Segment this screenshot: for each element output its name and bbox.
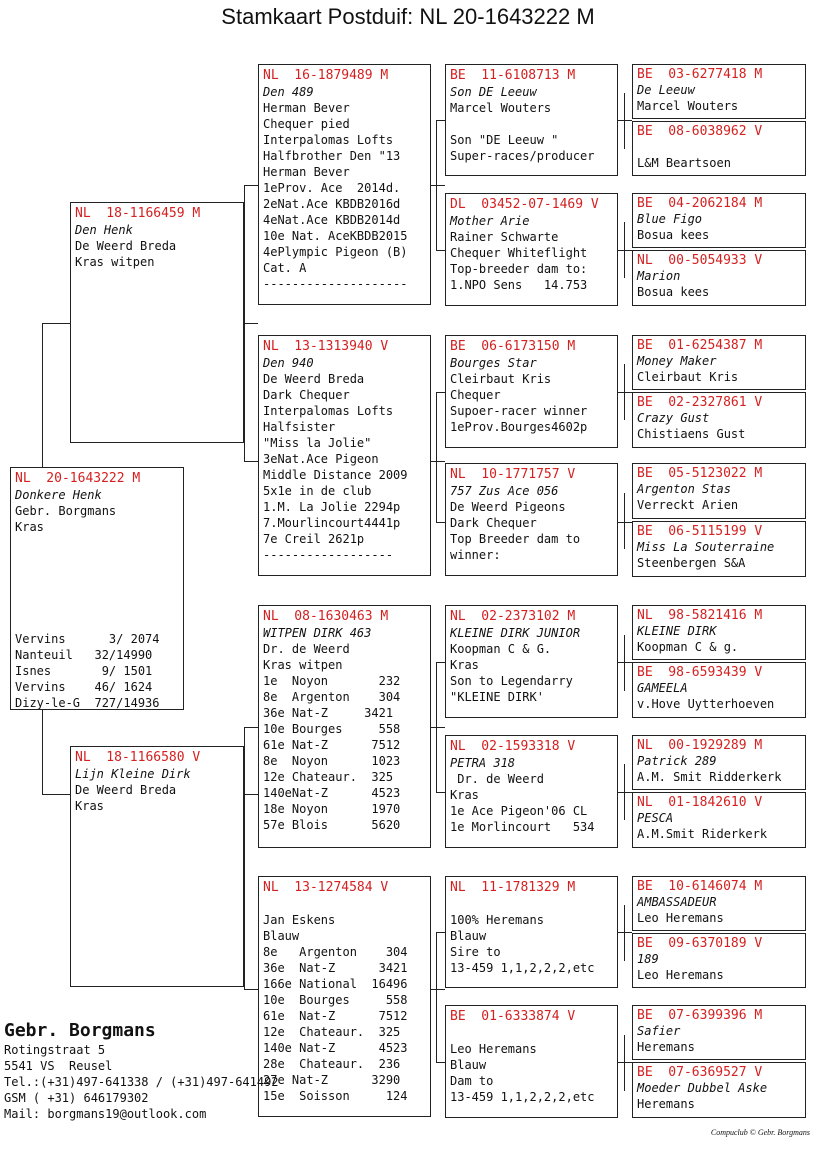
connector	[42, 323, 43, 467]
great-grandparent-card	[445, 463, 618, 576]
bird-info-line: Verreckt Arien	[637, 497, 739, 512]
ring-number: BE 07-6369527 V	[637, 1065, 763, 1080]
ring-number: BE 09-6370189 V	[637, 936, 763, 951]
bird-info-line: Chequer pied	[263, 117, 350, 131]
bird-info-line: 7e Creil 2621p	[263, 532, 365, 546]
great-great-grandparent-card	[632, 662, 806, 718]
ring-number: NL 13-1274584 V	[263, 880, 389, 895]
connector	[436, 522, 445, 523]
bird-name	[263, 896, 426, 912]
bird-info-line: 3eNat.Ace Pigeon	[263, 452, 379, 466]
bird-info-line: Kras	[75, 799, 104, 813]
bird-info-line: winner:	[450, 548, 501, 562]
great-grandparent-card	[445, 735, 618, 848]
bird-info-line: Kras witpen	[263, 658, 343, 672]
bird-info-line: Chequer	[450, 388, 501, 402]
bird-name: Den 940	[263, 356, 314, 370]
bird-info-line: Interpalomas Lofts	[263, 404, 394, 418]
ring-number: BE 05-5123022 M	[637, 466, 763, 481]
bird-name: Blue Figo	[637, 212, 703, 226]
bird-name: WITPEN DIRK 463	[263, 626, 372, 640]
bird-name: Moeder Dubbel Aske	[637, 1081, 768, 1095]
connector	[436, 932, 445, 933]
bird-name: Donkere Henk	[15, 488, 102, 502]
connector	[618, 1062, 632, 1063]
great-great-grandparent-card	[632, 1062, 806, 1118]
race-result: Vervins 46/ 1624	[15, 680, 153, 694]
ring-number: BE 01-6254387 M	[637, 338, 763, 353]
great-great-grandparent-card	[632, 392, 806, 448]
great-great-grandparent-card	[632, 605, 806, 660]
ring-number: BE 06-6173150 M	[450, 339, 576, 354]
bird-info-line: Bosua kees	[637, 227, 710, 242]
bird-info-line: 61e Nat-Z 7512	[263, 1009, 408, 1023]
bird-info-line: Blauw	[263, 929, 300, 943]
ring-number: BE 10-6146074 M	[637, 879, 763, 894]
connector	[244, 185, 258, 186]
bird-info-line: Koopman C & G.	[450, 642, 552, 656]
connector	[436, 392, 445, 393]
ring-number: NL 00-5054933 V	[637, 253, 763, 268]
connector	[624, 1035, 625, 1091]
connector	[436, 392, 437, 522]
bird-info-line: 1.M. La Jolie 2294p	[263, 500, 401, 514]
bird-info-line: Steenbergen S&A	[637, 555, 746, 570]
grandsire-paternal-card	[258, 64, 431, 305]
bird-info-line: Son to Legendarry	[450, 674, 573, 688]
great-great-grandparent-card	[632, 1005, 806, 1060]
great-great-grandparent-card	[632, 121, 806, 176]
bird-info-line: Kras	[15, 520, 44, 534]
bird-info-line: Chistiaens Gust	[637, 426, 746, 441]
bird-name: Miss La Souterraine	[637, 540, 775, 554]
bird-info-line: "KLEINE DIRK'	[450, 690, 544, 704]
great-great-grandparent-card	[632, 521, 806, 577]
bird-info-line: Jan Eskens	[263, 913, 336, 927]
bird-info-line: 18e Noyon 1970	[263, 802, 401, 816]
connector	[42, 323, 70, 324]
great-great-grandparent-card	[632, 463, 806, 519]
bird-name: AMBASSADEUR	[637, 895, 717, 909]
great-grandparent-card	[445, 876, 618, 988]
bird-info-line: Gebr. Borgmans	[15, 504, 117, 518]
great-grandparent-card	[445, 1005, 618, 1118]
owner-street: Rotingstraat 5	[4, 1043, 106, 1057]
bird-info-line: Super-races/producer	[450, 149, 595, 163]
bird-info-line: De Weerd Breda	[75, 239, 177, 253]
bird-info-line: 13-459 1,1,2,2,2,etc	[450, 1090, 595, 1104]
connector	[436, 250, 445, 251]
ring-number: BE 01-6333874 V	[450, 1009, 576, 1024]
race-result: Vervins 3/ 2074	[15, 632, 160, 646]
connector	[436, 932, 437, 1062]
bird-info-line: ------------------	[263, 548, 394, 562]
owner-gsm: GSM ( +31) 646179302	[4, 1091, 149, 1105]
connector	[431, 989, 445, 990]
owner-info	[4, 1020, 279, 1122]
connector	[618, 250, 632, 251]
granddam-maternal-card	[258, 876, 431, 1117]
connector	[624, 905, 625, 961]
bird-info-line: Dark Chequer	[450, 516, 537, 530]
connector	[244, 461, 258, 462]
bird-info-line: Leo Heremans	[450, 1042, 537, 1056]
ring-number: NL 08-1630463 M	[263, 609, 389, 624]
bird-info-line: L&M Beartsoen	[637, 155, 731, 170]
connector	[624, 222, 625, 278]
bird-name: 757 Zus Ace 056	[450, 484, 559, 498]
connector	[624, 364, 625, 420]
bird-info-line: 140eNat-Z 4523	[263, 786, 401, 800]
bird-info-line: 36e Nat-Z 3421	[263, 706, 394, 720]
bird-name: Bourges Star	[450, 356, 537, 370]
bird-name: Mother Arie	[450, 214, 530, 228]
grandsire-maternal-card	[258, 605, 431, 848]
ring-number: BE 11-6108713 M	[450, 68, 576, 83]
ring-number: BE 03-6277418 M	[637, 67, 763, 82]
bird-info-line: Cleirbaut Kris	[450, 372, 552, 386]
connector	[618, 120, 632, 121]
great-great-grandparent-card	[632, 335, 806, 390]
bird-name: Crazy Gust	[637, 411, 710, 425]
bird-name: Safier	[637, 1024, 681, 1038]
connector	[436, 120, 437, 250]
bird-info-line: Dr. de Weerd	[263, 642, 350, 656]
bird-info-line: 4eNat.Ace KBDB2014d	[263, 213, 401, 227]
bird-info-line: 140e Nat-Z 4523	[263, 1041, 408, 1055]
bird-info-line: 61e Nat-Z 7512	[263, 738, 401, 752]
ring-number: NL 18-1166459 M	[75, 206, 201, 221]
bird-info-line: Top-breeder dam to:	[450, 262, 588, 276]
bird-info-line: 36e Nat-Z 3421	[263, 961, 408, 975]
bird-info-line	[15, 599, 179, 615]
ring-number: BE 06-5115199 V	[637, 524, 763, 539]
bird-info-line: De Weerd Pigeons	[450, 500, 566, 514]
connector	[244, 727, 245, 989]
bird-name: KLEINE DIRK	[637, 624, 717, 638]
ring-number: DL 03452-07-1469 V	[450, 197, 599, 212]
bird-info-line: 10e Bourges 558	[263, 722, 401, 736]
bird-info-line: Halfbrother Den "13	[263, 149, 401, 163]
bird-info-line: Heremans	[637, 1039, 695, 1054]
great-grandparent-card	[445, 335, 618, 448]
owner-email: Mail: borgmans19@outlook.com	[4, 1107, 207, 1121]
great-great-grandparent-card	[632, 193, 806, 248]
bird-name: 189	[637, 952, 659, 966]
page-title: Stamkaart Postduif: NL 20-1643222 M	[221, 4, 595, 29]
bird-info-line: 100% Heremans	[450, 913, 544, 927]
bird-info-line: 13-459 1,1,2,2,2,etc	[450, 961, 595, 975]
bird-info-line: Middle Distance 2009	[263, 468, 408, 482]
owner-phone: Tel.:(+31)497-641338 / (+31)497-641492	[4, 1075, 279, 1089]
connector	[618, 792, 632, 793]
bird-info-line: 8e Argenton 304	[263, 690, 401, 704]
bird-info-line: v.Hove Uytterhoeven	[637, 696, 775, 711]
bird-info-line	[15, 583, 179, 599]
bird-info-line: 10e Nat. AceKBDB2015	[263, 229, 408, 243]
ring-number: NL 98-5821416 M	[637, 608, 763, 623]
ring-number: BE 04-2062184 M	[637, 196, 763, 211]
sire-card	[70, 202, 244, 443]
bird-info-line: 12e Chateaur. 325	[263, 770, 394, 784]
bird-name: Lijn Kleine Dirk	[75, 767, 191, 781]
bird-info-line: "Miss la Jolie"	[263, 436, 372, 450]
ring-number: BE 02-2327861 V	[637, 395, 763, 410]
bird-info-line: A.M.Smit Riderkerk	[637, 826, 768, 841]
bird-info-line: Dark Chequer	[263, 388, 350, 402]
bird-info-line: Rainer Schwarte	[450, 230, 559, 244]
great-grandparent-card	[445, 193, 618, 306]
ring-number: NL 02-1593318 V	[450, 739, 576, 754]
bird-name: Den Henk	[75, 223, 133, 237]
bird-name: PESCA	[637, 811, 674, 825]
bird-info-line: Cleirbaut Kris	[637, 369, 739, 384]
bird-info-line	[15, 615, 179, 631]
connector	[436, 792, 445, 793]
connector	[244, 794, 258, 795]
ring-number: BE 08-6038962 V	[637, 124, 763, 139]
connector	[624, 493, 625, 549]
bird-info-line: Kras	[450, 658, 479, 672]
connector	[436, 662, 437, 792]
bird-info-line: De Weerd Breda	[75, 783, 177, 797]
bird-info-line: Herman Bever	[263, 101, 350, 115]
connector	[431, 461, 445, 462]
bird-info-line: Interpalomas Lofts	[263, 133, 394, 147]
great-great-grandparent-card	[632, 64, 806, 119]
ring-number: NL 20-1643222 M	[15, 471, 141, 486]
bird-info-line: Blauw	[450, 929, 487, 943]
owner-name: Gebr. Borgmans	[4, 1020, 156, 1041]
bird-info-line: Top Breeder dam to	[450, 532, 581, 546]
ring-number: BE 98-6593439 V	[637, 665, 763, 680]
connector	[624, 635, 625, 691]
bird-info-line: Kras	[450, 788, 479, 802]
bird-name	[450, 896, 613, 912]
great-great-grandparent-card	[632, 250, 806, 306]
ring-number: NL 01-1842610 V	[637, 795, 763, 810]
connector	[431, 727, 445, 728]
bird-name: Den 489	[263, 85, 314, 99]
bird-name: De Leeuw	[637, 83, 695, 97]
bird-info-line: 28e Chateaur. 236	[263, 1057, 401, 1071]
ring-number: NL 10-1771757 V	[450, 467, 576, 482]
connector	[244, 185, 245, 461]
bird-info-line: 12e Chateaur. 325	[263, 1025, 401, 1039]
bird-info-line: Blauw	[450, 1058, 487, 1072]
bird-info-line: Son "DE Leeuw "	[450, 133, 559, 147]
bird-info-line: Sire to	[450, 945, 501, 959]
bird-info-line: --------------------	[263, 277, 408, 291]
footer-credit: Compuclub © Gebr. Borgmans	[710, 1128, 810, 1137]
bird-info-line: Leo Heremans	[637, 967, 724, 982]
bird-name: Argenton Stas	[637, 482, 731, 496]
bird-info-line	[450, 116, 613, 132]
bird-info-line: 1eProv. Ace 2014d.	[263, 181, 401, 195]
bird-info-line: Halfsister	[263, 420, 336, 434]
bird-info-line: Marcel Wouters	[637, 98, 739, 113]
bird-info-line: 5x1e in de club	[263, 484, 372, 498]
bird-info-line: Chequer Whiteflight	[450, 246, 588, 260]
bird-info-line: Kras witpen	[75, 255, 155, 269]
subject-bird-card	[10, 467, 184, 710]
bird-name: Money Maker	[637, 354, 717, 368]
bird-info-line: 1.NPO Sens 14.753	[450, 278, 588, 292]
bird-info-line: Bosua kees	[637, 284, 710, 299]
bird-info-line: 1e Morlincourt 534	[450, 820, 595, 834]
connector	[618, 392, 632, 393]
bird-info-line: Leo Heremans	[637, 910, 724, 925]
great-great-grandparent-card	[632, 876, 806, 931]
bird-info-line	[15, 567, 179, 583]
bird-info-line: Heremans	[637, 1096, 695, 1111]
connector	[436, 662, 445, 663]
bird-info-line: 15e Soisson 124	[263, 1089, 408, 1103]
great-great-grandparent-card	[632, 933, 806, 988]
ring-number: NL 18-1166580 V	[75, 750, 201, 765]
ring-number: BE 07-6399396 M	[637, 1008, 763, 1023]
dam-card	[70, 746, 244, 987]
bird-name: Marion	[637, 269, 681, 283]
connector	[431, 185, 445, 186]
connector	[624, 764, 625, 820]
bird-name	[637, 140, 801, 156]
bird-info-line: 4ePlympic Pigeon (B)	[263, 245, 408, 259]
connector	[436, 120, 445, 121]
bird-name: KLEINE DIRK JUNIOR	[450, 626, 581, 640]
great-grandparent-card	[445, 64, 618, 176]
bird-name: PETRA 318	[450, 756, 516, 770]
bird-info-line: 10e Bourges 558	[263, 993, 408, 1007]
connector	[618, 932, 632, 933]
great-great-grandparent-card	[632, 792, 806, 848]
bird-info-line	[15, 551, 179, 567]
bird-name: Son DE Leeuw	[450, 85, 537, 99]
great-grandparent-card	[445, 605, 618, 718]
ring-number: NL 02-2373102 M	[450, 609, 576, 624]
connector	[436, 1062, 445, 1063]
race-result: Nanteuil 32/14990	[15, 648, 153, 662]
connector	[618, 662, 632, 663]
bird-info-line: Dam to	[450, 1074, 494, 1088]
race-result: Dizy-le-G 727/14936	[15, 696, 160, 710]
owner-city: 5541 VS Reusel	[4, 1059, 113, 1073]
bird-info-line: Dr. de Weerd	[450, 772, 544, 786]
bird-info-line: Marcel Wouters	[450, 101, 552, 115]
bird-name	[450, 1025, 613, 1041]
ring-number: NL 16-1879489 M	[263, 68, 389, 83]
bird-name: GAMEELA	[637, 681, 688, 695]
bird-info-line: 8e Noyon 1023	[263, 754, 401, 768]
bird-info-line: 1e Ace Pigeon'06 CL	[450, 804, 588, 818]
bird-name: Patrick 289	[637, 754, 717, 768]
great-great-grandparent-card	[632, 735, 806, 790]
connector	[244, 727, 258, 728]
bird-info-line: A.M. Smit Ridderkerk	[637, 769, 782, 784]
bird-info-line: 8e Argenton 304	[263, 945, 408, 959]
ring-number: NL 11-1781329 M	[450, 880, 576, 895]
race-result: Isnes 9/ 1501	[15, 664, 153, 678]
bird-info-line: 7.Mourlincourt4441p	[263, 516, 401, 530]
connector	[42, 710, 43, 794]
granddam-paternal-card	[258, 335, 431, 576]
bird-info-line: De Weerd Breda	[263, 372, 365, 386]
bird-info-line: Herman Bever	[263, 165, 350, 179]
bird-info-line: Cat. A	[263, 261, 307, 275]
ring-number: NL 00-1929289 M	[637, 738, 763, 753]
bird-info-line	[15, 535, 179, 551]
ring-number: NL 13-1313940 V	[263, 339, 389, 354]
bird-info-line: 1e Noyon 232	[263, 674, 401, 688]
connector	[244, 989, 258, 990]
bird-info-line: 1eProv.Bourges4602p	[450, 420, 588, 434]
bird-info-line: 57e Blois 5620	[263, 818, 401, 832]
bird-info-line: Koopman C & g.	[637, 639, 739, 654]
bird-info-line: 2eNat.Ace KBDB2016d	[263, 197, 401, 211]
connector	[42, 794, 70, 795]
bird-info-line: 166e National 16496	[263, 977, 408, 991]
connector	[244, 323, 258, 324]
bird-info-line: 27e Nat-Z 3290	[263, 1073, 401, 1087]
connector	[624, 93, 625, 149]
bird-info-line: Supoer-racer winner	[450, 404, 588, 418]
connector	[618, 522, 632, 523]
